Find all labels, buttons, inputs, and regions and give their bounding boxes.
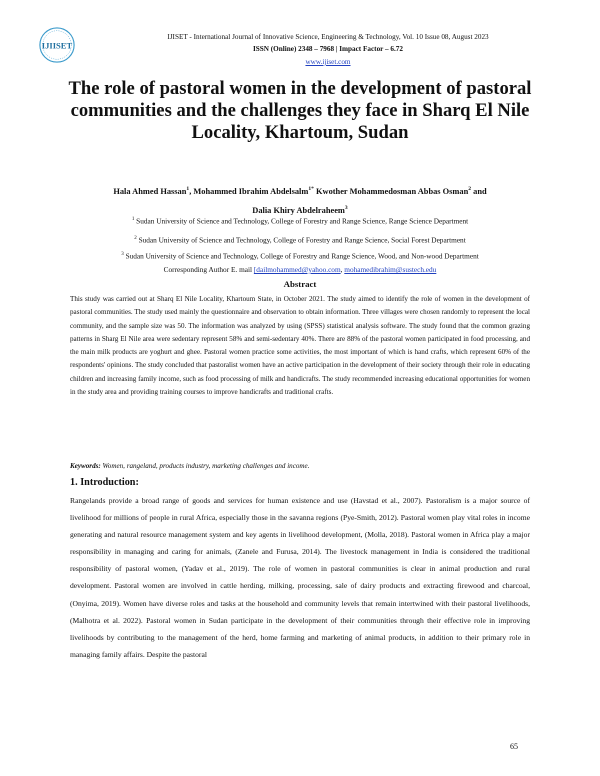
corresponding-label: Corresponding Author E. mail xyxy=(163,265,253,274)
author-name: Mohammed Ibrahim Abdelsalm xyxy=(193,186,309,196)
affiliation-sup: 1 xyxy=(131,217,135,222)
affiliation-text: Sudan University of Science and Technology, College of Forestry and Range Science, Range Science Department xyxy=(136,216,469,226)
email-link-2[interactable]: mohamedibrahim@sustech.edu xyxy=(344,265,437,274)
affiliation-sup: 3 xyxy=(121,252,124,257)
keywords xyxy=(70,461,530,471)
author-sup: 2 xyxy=(468,186,472,192)
author-sup: 1* xyxy=(308,186,314,192)
author-name: Hala Ahmed Hassan xyxy=(113,186,187,196)
issn-line: ISSN (Online) 2348 – 7968 | Impact Factor – 6.72 xyxy=(253,45,403,53)
affiliation xyxy=(40,234,560,244)
author-name: Dalia Khiry Abdelraheem xyxy=(252,205,345,215)
introduction-text: Rangelands provide a broad range of goods and services for human existence and use (Havstad et al., 2007). Pastoralism is a major source of livelihood for millions of people in rural Africa, especially those in the savanna regions (Pye-Smith, 2012). Pastoral women play vital roles in income generating and natural resource management system and key agents in livelihood development, (Molla, 2018). Pastoral women in Africa play a major responsibility in managing and caring for animals, (Zanele and Furusa, 2014). The livestock management in India is considered the traditional responsibility of pastoral women, (Yadav et al., 2019). The role of women in pastoral communities is clear in animal production and rural development. Pastoral women are involved in cattle herding, milking, processing, sale of dairy products and extracting firewood and charcoal, (Onyima, 2019). Women have diverse roles and tasks at the household and community levels that remain intertwined with their pastoral livelihoods, (Malhotra et al. 2022). Pastoral women in Sudan participate in the development of their communities through their effective role in improving livelihoods by contributing to the management of the herd, home farming and marketing of animal products, in addition to their primary role in managing family affairs. Despite the pastoral xyxy=(70,496,530,659)
author-conjunction: and xyxy=(473,186,487,196)
author-name: Kwother Mohammedosman Abbas Osman xyxy=(316,186,469,196)
email-separator: , xyxy=(340,265,343,274)
keywords-label: Keywords: xyxy=(70,462,101,470)
corresponding-author xyxy=(40,265,560,274)
abstract-text: This study was carried out at Sharq El Nile Locality, Khartoum State, in October 2021. The study aimed to identify the role of women in the development of pastoral communities. The study used mainly the questionnaire and observation to obtain information. Three villages were chosen randomly to represent the local community, and the sample size was 50. The information was analyzed by using (SPSS) statistical analysis software. The study found that the common grazing patterns in Sharg El Nile area were sedentary represent 58% and semi-sedentary 40%. There are 88% of the pastoral women participated in food processing, and the main milk products are yoghurt and ghee. Pastoral women practice some activities, the most important of which is hand crafts, which represent 60% of the respondents' opinions. The study concluded that pastoralist women have an active participation in the development of their society through their role in educating children and increasing family income, such as food processing of milk and handicrafts. The study recommended increasing educational opportunities for women in the study area and providing training courses to improve handicrafts and traditional crafts. xyxy=(70,295,530,397)
affiliation-sup: 2 xyxy=(134,236,137,241)
affiliation-text: Sudan University of Science and Technology, College of Forestry and Range Science, Social Forest Department xyxy=(138,235,466,245)
logo-text: IJIISET xyxy=(41,40,73,51)
affiliation-text: Sudan University of Science and Technology, College of Forestry and Range Science, Wood, and Non-wood Department xyxy=(125,251,479,261)
abstract-heading: Abstract xyxy=(283,279,317,289)
journal-header: IJISET - International Journal of Innovative Science, Engineering & Technology, Vol. 10 Issue 08, August 2023 xyxy=(167,33,489,41)
website-link[interactable]: www.ijiset.com xyxy=(305,58,351,66)
introduction-heading: 1. Introduction: xyxy=(70,477,139,488)
keywords-text: Women, rangeland, products industry, marketing challenges and income. xyxy=(102,462,310,470)
affiliation xyxy=(40,215,560,225)
affiliation xyxy=(40,250,560,260)
author-list: Hala Ahmed Hassan$^1$, Mohammed Ibrahim Abdelsalm$^{1*}$ Kwother Mohammedosman Abbas Osman$^2$ and Dalia Khiry Abdelraheem$^3$ xyxy=(113,186,487,215)
page-number: 65 xyxy=(510,742,518,751)
paper-title: The role of pastoral women in the development of pastoral communities and the challenges they face in Sharq El Nile Locality, Khartoum, Sudan xyxy=(68,78,532,143)
author-sup: 3 xyxy=(344,204,348,211)
email-link-1[interactable]: [dailmohammed@yahoo.com xyxy=(253,265,341,274)
author-sup: 1 xyxy=(186,186,190,192)
